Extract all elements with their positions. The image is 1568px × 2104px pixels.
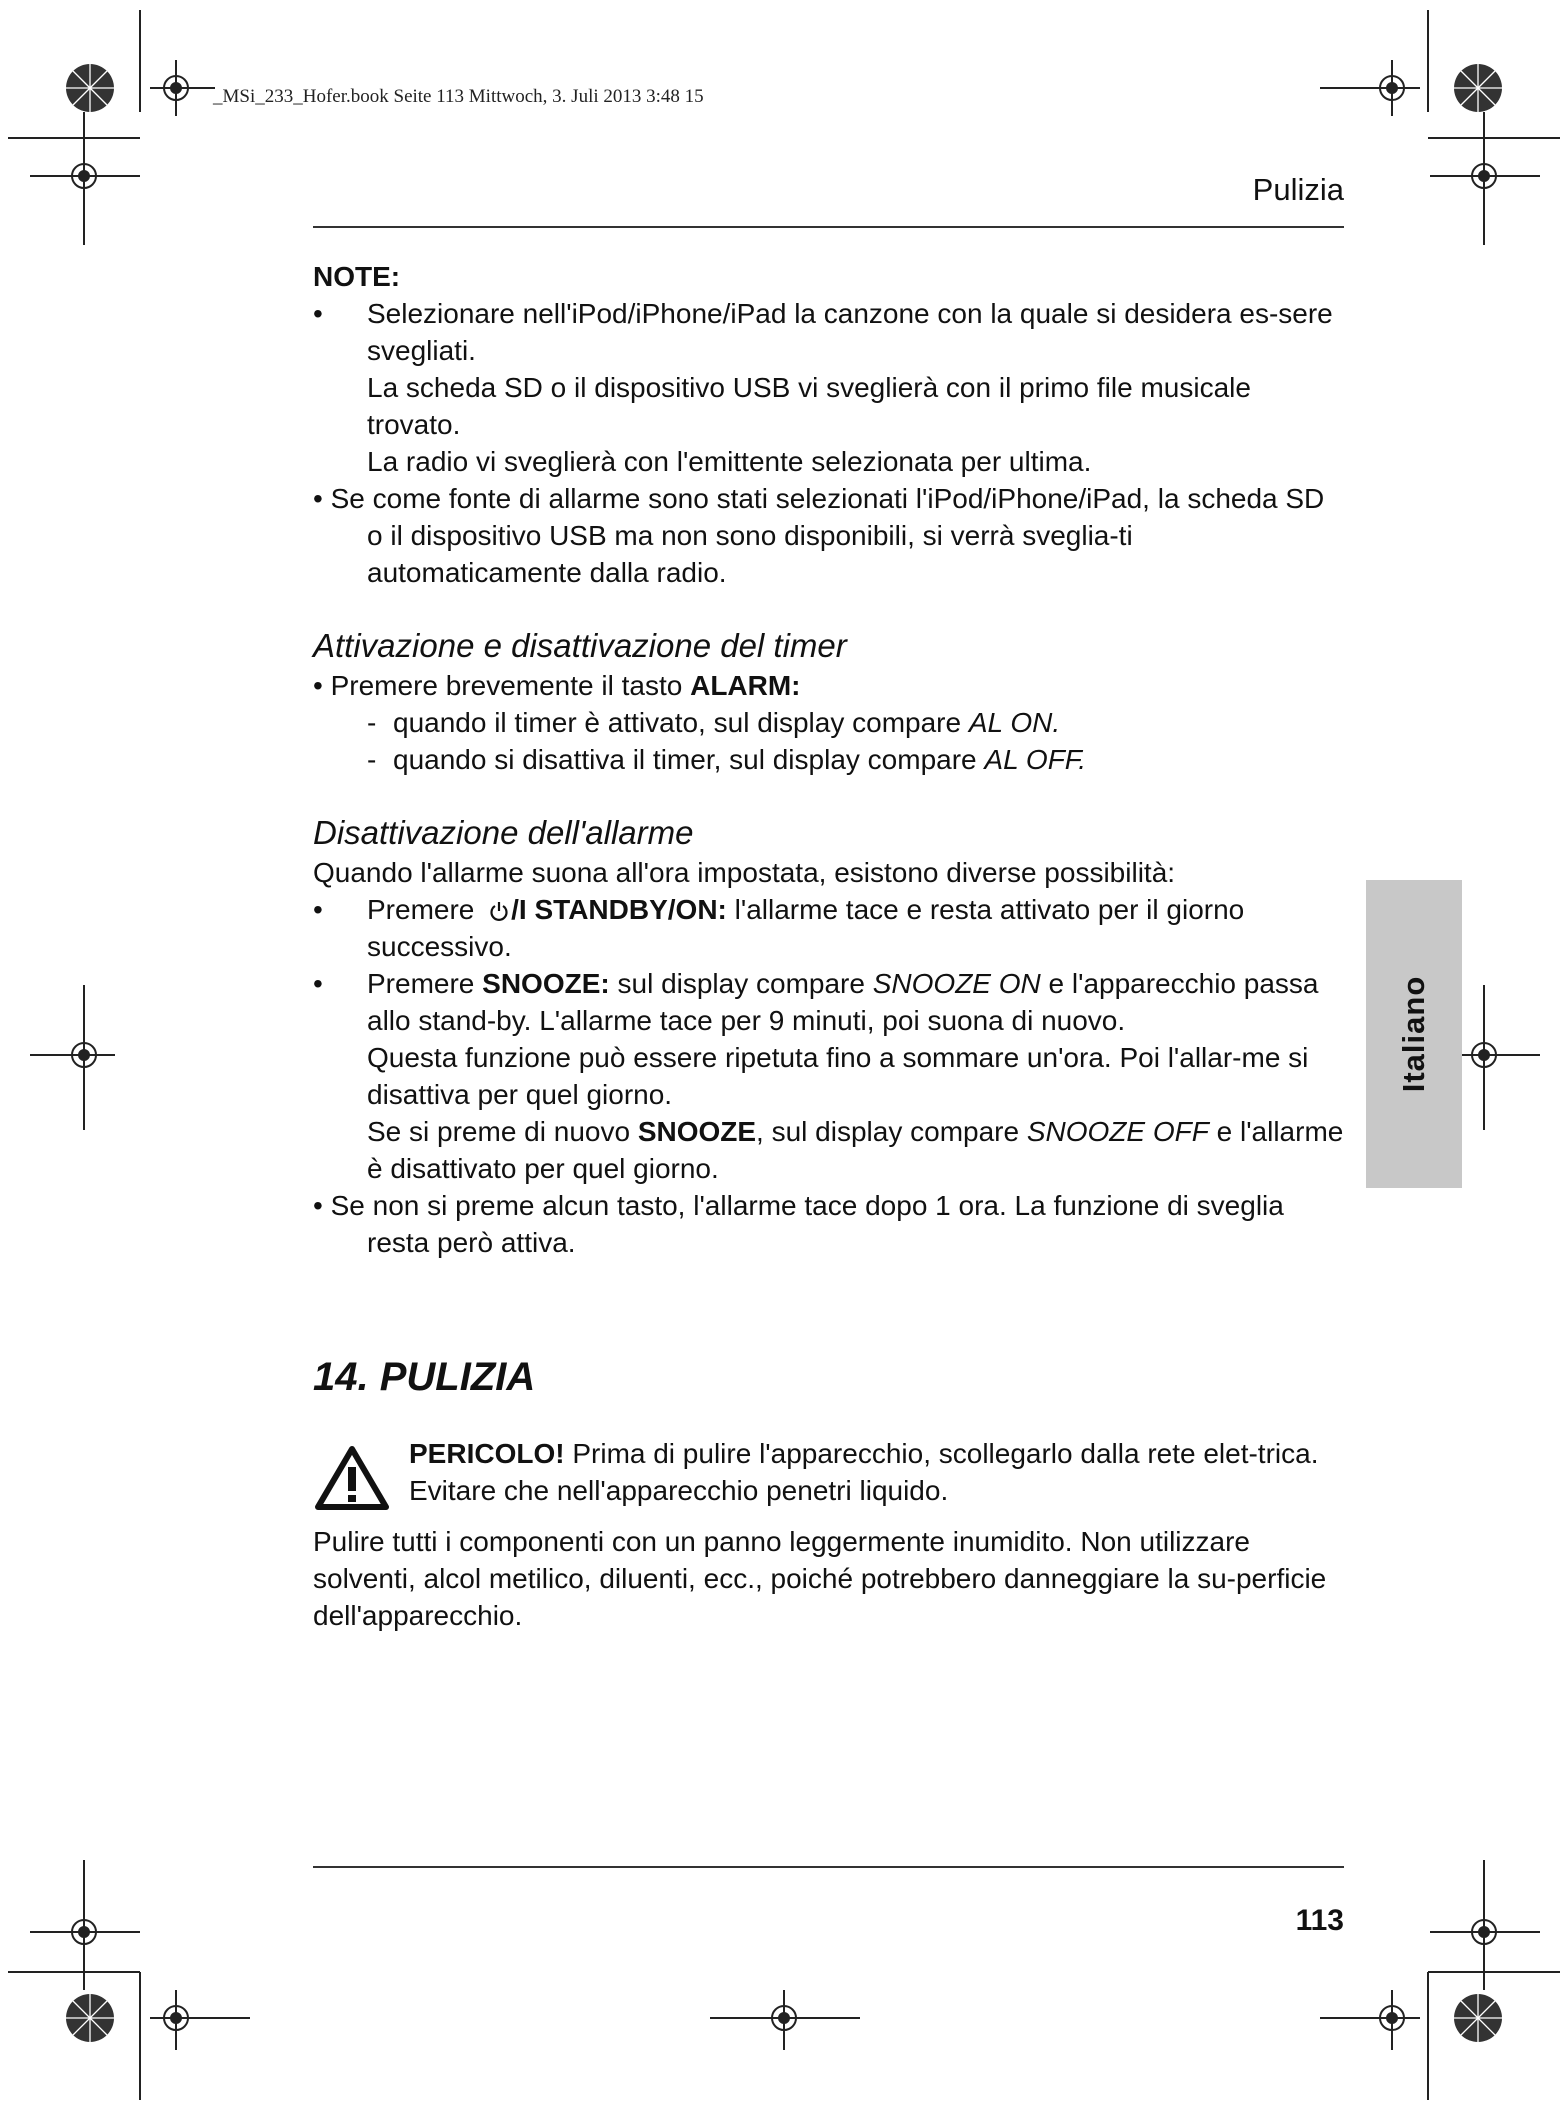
header-rule [313,226,1344,228]
alarm-off-bullet-2-pre: Premere [367,968,483,999]
bullet: • [313,894,323,925]
timer-dash-1 [313,704,1344,741]
bullet: • [313,298,323,329]
timer-bullet [313,667,1344,704]
note-label: NOTE: [313,261,401,292]
bullet: • [313,1190,323,1221]
alarm-off-intro: Quando l'allarme suona all'ora impostata, esistono diverse possibilità: [313,857,1176,888]
note-bullet-1-radio: La radio vi sveglierà con l'emittente selezionata per ultima. [367,446,1092,477]
alarm-off-bullet-1 [313,891,1344,965]
timer-dash-1-text: quando il timer è attivato, sul display compare [393,707,969,738]
language-label: Italiano [1396,975,1431,1093]
language-side-tab [1366,880,1462,1188]
danger-warning [313,1435,1344,1509]
page-number: 113 [1295,1904,1344,1937]
print-header: _MSi_233_Hofer.book Seite 113 Mittwoch, 3. Juli 2013 3:48 15 [213,86,704,107]
standby-key-label: /I STANDBY/ON: [511,894,727,925]
footer-rule [313,1866,1344,1868]
alarm-key-label: ALARM: [690,670,801,701]
note-bullet-2-text [313,480,1344,591]
bullet: • [313,670,323,701]
alarm-off-bullet-2-again-pre: Se si preme di nuovo [367,1116,638,1147]
note-bullet-1 [313,295,1344,480]
bullet: • [313,483,323,514]
alarm-off-bullet-2-again-mid: , sul display compare [756,1116,1027,1147]
timer-dash-2-text: quando si disattiva il timer, sul display compare [393,744,985,775]
warning-triangle-icon [315,1445,389,1511]
running-title: Pulizia [1252,172,1344,207]
alarm-off-bullet-1-rest: l'allarme tace e resta attivato per il giorno successivo. [367,894,1245,962]
section-heading-pulizia: 14. PULIZIA [313,1355,536,1399]
display-al-on: AL ON. [968,707,1061,738]
cleaning-body: Pulire tutti i componenti con un panno leggermente inumidito. Non utilizzare solventi, alcol metilico, diluenti, ecc., poiché potrebbero danneggiare la su-perficie dell'apparecchio. [313,1526,1327,1631]
alarm-off-bullet-2-repeat: Questa funzione può essere ripetuta fino a sommare un'ora. Poi l'allar-me si disattiva per quel giorno. [367,1042,1309,1110]
snooze-key-label-2: SNOOZE [637,1116,757,1147]
danger-text: Prima di pulire l'apparecchio, scollegarlo dalla rete elet-trica. Evitare che nell'apparecchio penetri liquido. [409,1438,1319,1506]
alarm-off-bullet-1-pre: Premere [367,894,483,925]
danger-label: PERICOLO! [409,1438,565,1469]
note-bullet-1-text: Selezionare nell'iPod/iPhone/iPad la canzone con la quale si desidera es-sere svegliati. [367,298,1333,366]
snooze-key-label: SNOOZE: [482,968,610,999]
alarm-off-bullet-3-text: Se non si preme alcun tasto, l'allarme tace dopo 1 ora. La funzione di sveglia resta però attiva. [330,1190,1284,1258]
page-content [313,258,1344,1634]
note-bullet-1-sd: La scheda SD o il dispositivo USB vi sveglierà con il primo file musicale trovato. [367,372,1251,440]
alarm-off-bullet-2-mid: sul display compare [609,968,873,999]
dash: - [367,744,377,775]
power-icon [488,900,510,922]
timer-heading: Attivazione e disattivazione del timer [313,627,847,664]
timer-dash-2 [313,741,1344,778]
dash: - [367,707,377,738]
alarm-off-bullet-3 [313,1187,1344,1261]
alarm-off-bullet-2-rest: e l'apparecchio passa allo stand-by. L'allarme tace per 9 minuti, poi suona di nuovo. [367,968,1319,1036]
display-al-off: AL OFF. [984,744,1087,775]
note-bullet-2-body: Se come fonte di allarme sono stati selezionati l'iPod/iPhone/iPad, la scheda SD o il dispositivo USB ma non sono disponibili, si verrà sveglia-ti automaticamente dalla radio. [330,483,1325,588]
alarm-off-heading: Disattivazione dell'allarme [313,814,694,851]
display-snooze-off: SNOOZE OFF [1026,1116,1209,1147]
alarm-off-bullet-2 [313,965,1344,1187]
alarm-off-bullet-2-again-rest: e l'allarme è disattivato per quel giorno. [367,1116,1344,1184]
timer-bullet-text: Premere brevemente il tasto [330,670,691,701]
note-bullet-2 [313,480,1344,591]
bullet: • [313,968,323,999]
display-snooze-on: SNOOZE ON [872,968,1041,999]
